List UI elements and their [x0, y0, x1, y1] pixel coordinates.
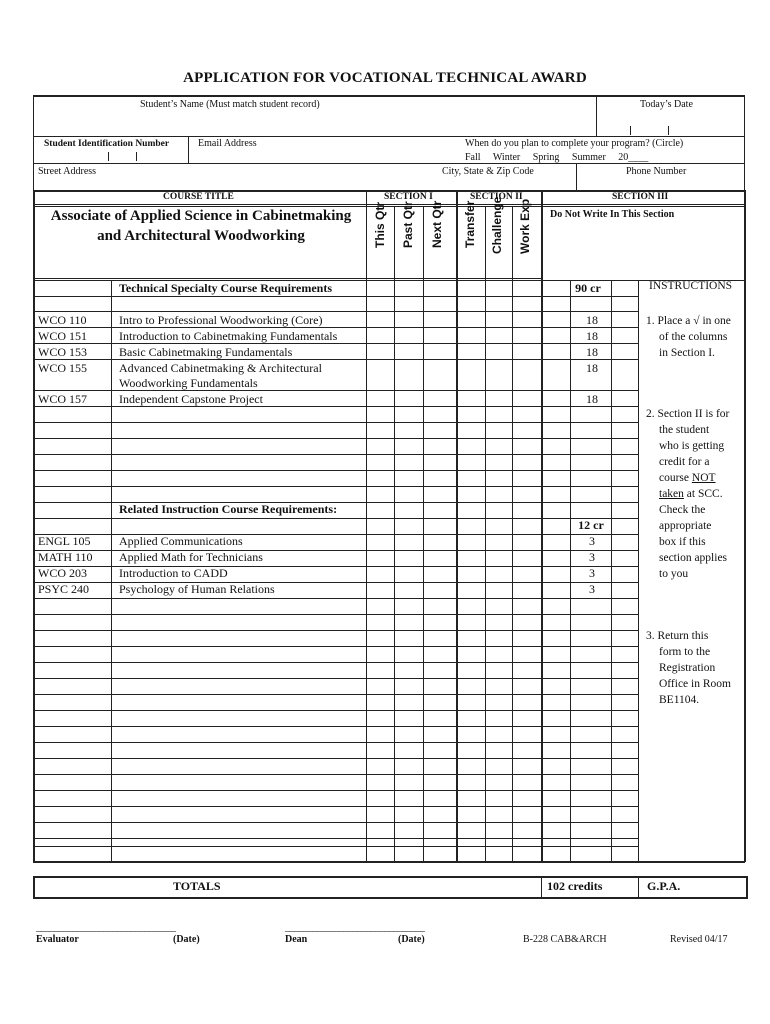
course-code: WCO 151 [38, 329, 87, 343]
instruction-line: 2. Section II is for [646, 408, 730, 420]
evaluator-signature-line[interactable]: _______________________________ [36, 922, 176, 933]
form-title: APPLICATION FOR VOCATIONAL TECHNICAL AWARD [183, 70, 587, 86]
course-credits: 18 [586, 313, 598, 327]
table-row-line [33, 438, 639, 439]
course-title: Intro to Professional Woodworking (Core) [119, 313, 323, 327]
course-credits: 18 [586, 329, 598, 343]
instruction-line: BE1104. [659, 694, 700, 706]
course-credits: 3 [589, 534, 595, 548]
table-row-line [33, 758, 639, 759]
course-title: Applied Communications [119, 534, 243, 548]
course-code: PSYC 240 [38, 582, 90, 596]
table-row-line [33, 296, 639, 297]
section3-header: SECTION III [612, 192, 669, 202]
instruction-line: appropriate [659, 520, 712, 532]
city-state-zip-field[interactable]: City, State & Zip Code [442, 166, 534, 177]
course-title-line2: Woodworking Fundamentals [119, 376, 258, 390]
table-row-line [33, 630, 639, 631]
student-name-field[interactable]: Student’s Name (Must match student record) [140, 99, 320, 110]
course-code: MATH 110 [38, 550, 93, 564]
do-not-write-note: Do Not Write In This Section [550, 209, 675, 220]
completion-quarter-options[interactable]: Fall Winter Spring Summer 20____ [465, 152, 649, 163]
table-row-line [33, 774, 639, 775]
table-row-line [33, 646, 639, 647]
course-title: Applied Math for Technicians [119, 550, 263, 564]
form-code: B-228 CAB&ARCH [523, 934, 607, 945]
course-code: WCO 153 [38, 345, 87, 359]
table-row-line [33, 486, 639, 487]
totals-row [33, 876, 748, 899]
instruction-line: section applies [659, 552, 728, 564]
todays-date-field[interactable]: Today’s Date [640, 99, 693, 110]
evaluator-label: Evaluator [36, 934, 79, 945]
table-row-line [33, 742, 639, 743]
work-exp-header: Work Exp [518, 198, 532, 254]
course-credits: 18 [586, 361, 598, 375]
revision-date: Revised 04/17 [670, 934, 728, 945]
course-code: ENGL 105 [38, 534, 91, 548]
course-credits: 3 [589, 582, 595, 596]
course-code: WCO 110 [38, 313, 87, 327]
email-field[interactable]: Email Address [198, 138, 257, 149]
instruction-step-1 [646, 313, 731, 361]
table-row-line [33, 822, 639, 823]
table-row-line [33, 694, 639, 695]
instruction-line: box if this [659, 536, 706, 548]
instruction-line: Check the [659, 504, 706, 516]
course-code: WCO 155 [38, 361, 87, 375]
phone-field[interactable]: Phone Number [626, 166, 687, 177]
table-row-line [33, 838, 639, 839]
course-credits: 18 [586, 345, 598, 359]
student-id-field[interactable]: Student Identification Number [44, 139, 170, 149]
table-row-line [33, 470, 639, 471]
table-row-line [33, 454, 639, 455]
course-title: Introduction to CADD [119, 566, 228, 580]
instruction-line: 1. Place a √ in one [646, 315, 731, 327]
table-row-line [33, 846, 639, 847]
this-qtr-header: This Qtr [373, 201, 387, 248]
instruction-line: of the columns [659, 331, 728, 343]
table-row-line [33, 678, 639, 679]
table-row-line [33, 311, 639, 312]
table-row-line [33, 598, 639, 599]
instruction-line: course NOT [659, 472, 716, 484]
instructions-heading: INSTRUCTIONS [649, 280, 733, 292]
program-name: Associate of Applied Science in Cabinetmaking and Architectural Woodworking [50, 208, 352, 244]
instruction-line: Office in Room [659, 678, 731, 690]
dean-label: Dean [285, 934, 308, 945]
course-title: Introduction to Cabinetmaking Fundamentals [119, 329, 338, 343]
instruction-step-3 [646, 628, 731, 708]
table-row-line [33, 662, 639, 663]
past-qtr-header: Past Qtr [401, 201, 415, 248]
technical-credits-total: 90 cr [575, 281, 601, 295]
totals-label: TOTALS [173, 879, 221, 893]
course-title: Psychology of Human Relations [119, 582, 275, 596]
course-credits: 3 [589, 566, 595, 580]
evaluator-date-label: (Date) [173, 934, 200, 945]
table-row-line [33, 806, 639, 807]
course-title: Basic Cabinetmaking Fundamentals [119, 345, 293, 359]
instruction-line: to you [659, 568, 689, 580]
course-credits: 3 [589, 550, 595, 564]
table-row-line [33, 790, 639, 791]
completion-question: When do you plan to complete your program? (Circle) [465, 138, 684, 149]
course-credits: 18 [586, 392, 598, 406]
course-code: WCO 203 [38, 566, 87, 580]
next-qtr-header: Next Qtr [430, 200, 444, 248]
instruction-line: taken at SCC. [659, 488, 723, 500]
table-row-line [33, 710, 639, 711]
instruction-line: in Section I. [659, 347, 715, 359]
instruction-step-2 [646, 406, 729, 582]
street-address-field[interactable]: Street Address [38, 166, 97, 177]
instruction-line: the student [659, 424, 710, 436]
totals-credits: 102 credits [547, 879, 603, 893]
technical-heading: Technical Specialty Course Requirements [119, 281, 332, 295]
course-code: WCO 157 [38, 392, 87, 406]
related-heading: Related Instruction Course Requirements: [119, 502, 338, 516]
dean-signature-line[interactable]: _______________________________ [285, 922, 425, 933]
transfer-header: Transfer [463, 200, 477, 248]
dean-date-label: (Date) [398, 934, 425, 945]
table-row-line [33, 518, 639, 519]
challenge-header: Challenge [490, 196, 504, 254]
table-row-line [33, 422, 639, 423]
table-row-line [33, 726, 639, 727]
table-row-line [33, 614, 639, 615]
related-credits-total: 12 cr [578, 518, 604, 532]
section1-header: SECTION I [384, 192, 433, 202]
section2-header: SECTION II [470, 192, 523, 202]
instruction-line: credit for a [659, 456, 710, 468]
gpa-field[interactable]: G.P.A. [647, 879, 681, 893]
instruction-line: Registration [659, 662, 716, 674]
instruction-line: who is getting [659, 440, 725, 452]
course-title-header: COURSE TITLE [163, 192, 234, 202]
course-title: Advanced Cabinetmaking & Architectural [119, 361, 322, 375]
instruction-line: 3. Return this [646, 630, 709, 642]
course-title: Independent Capstone Project [119, 392, 263, 406]
instruction-line: form to the [659, 646, 711, 658]
